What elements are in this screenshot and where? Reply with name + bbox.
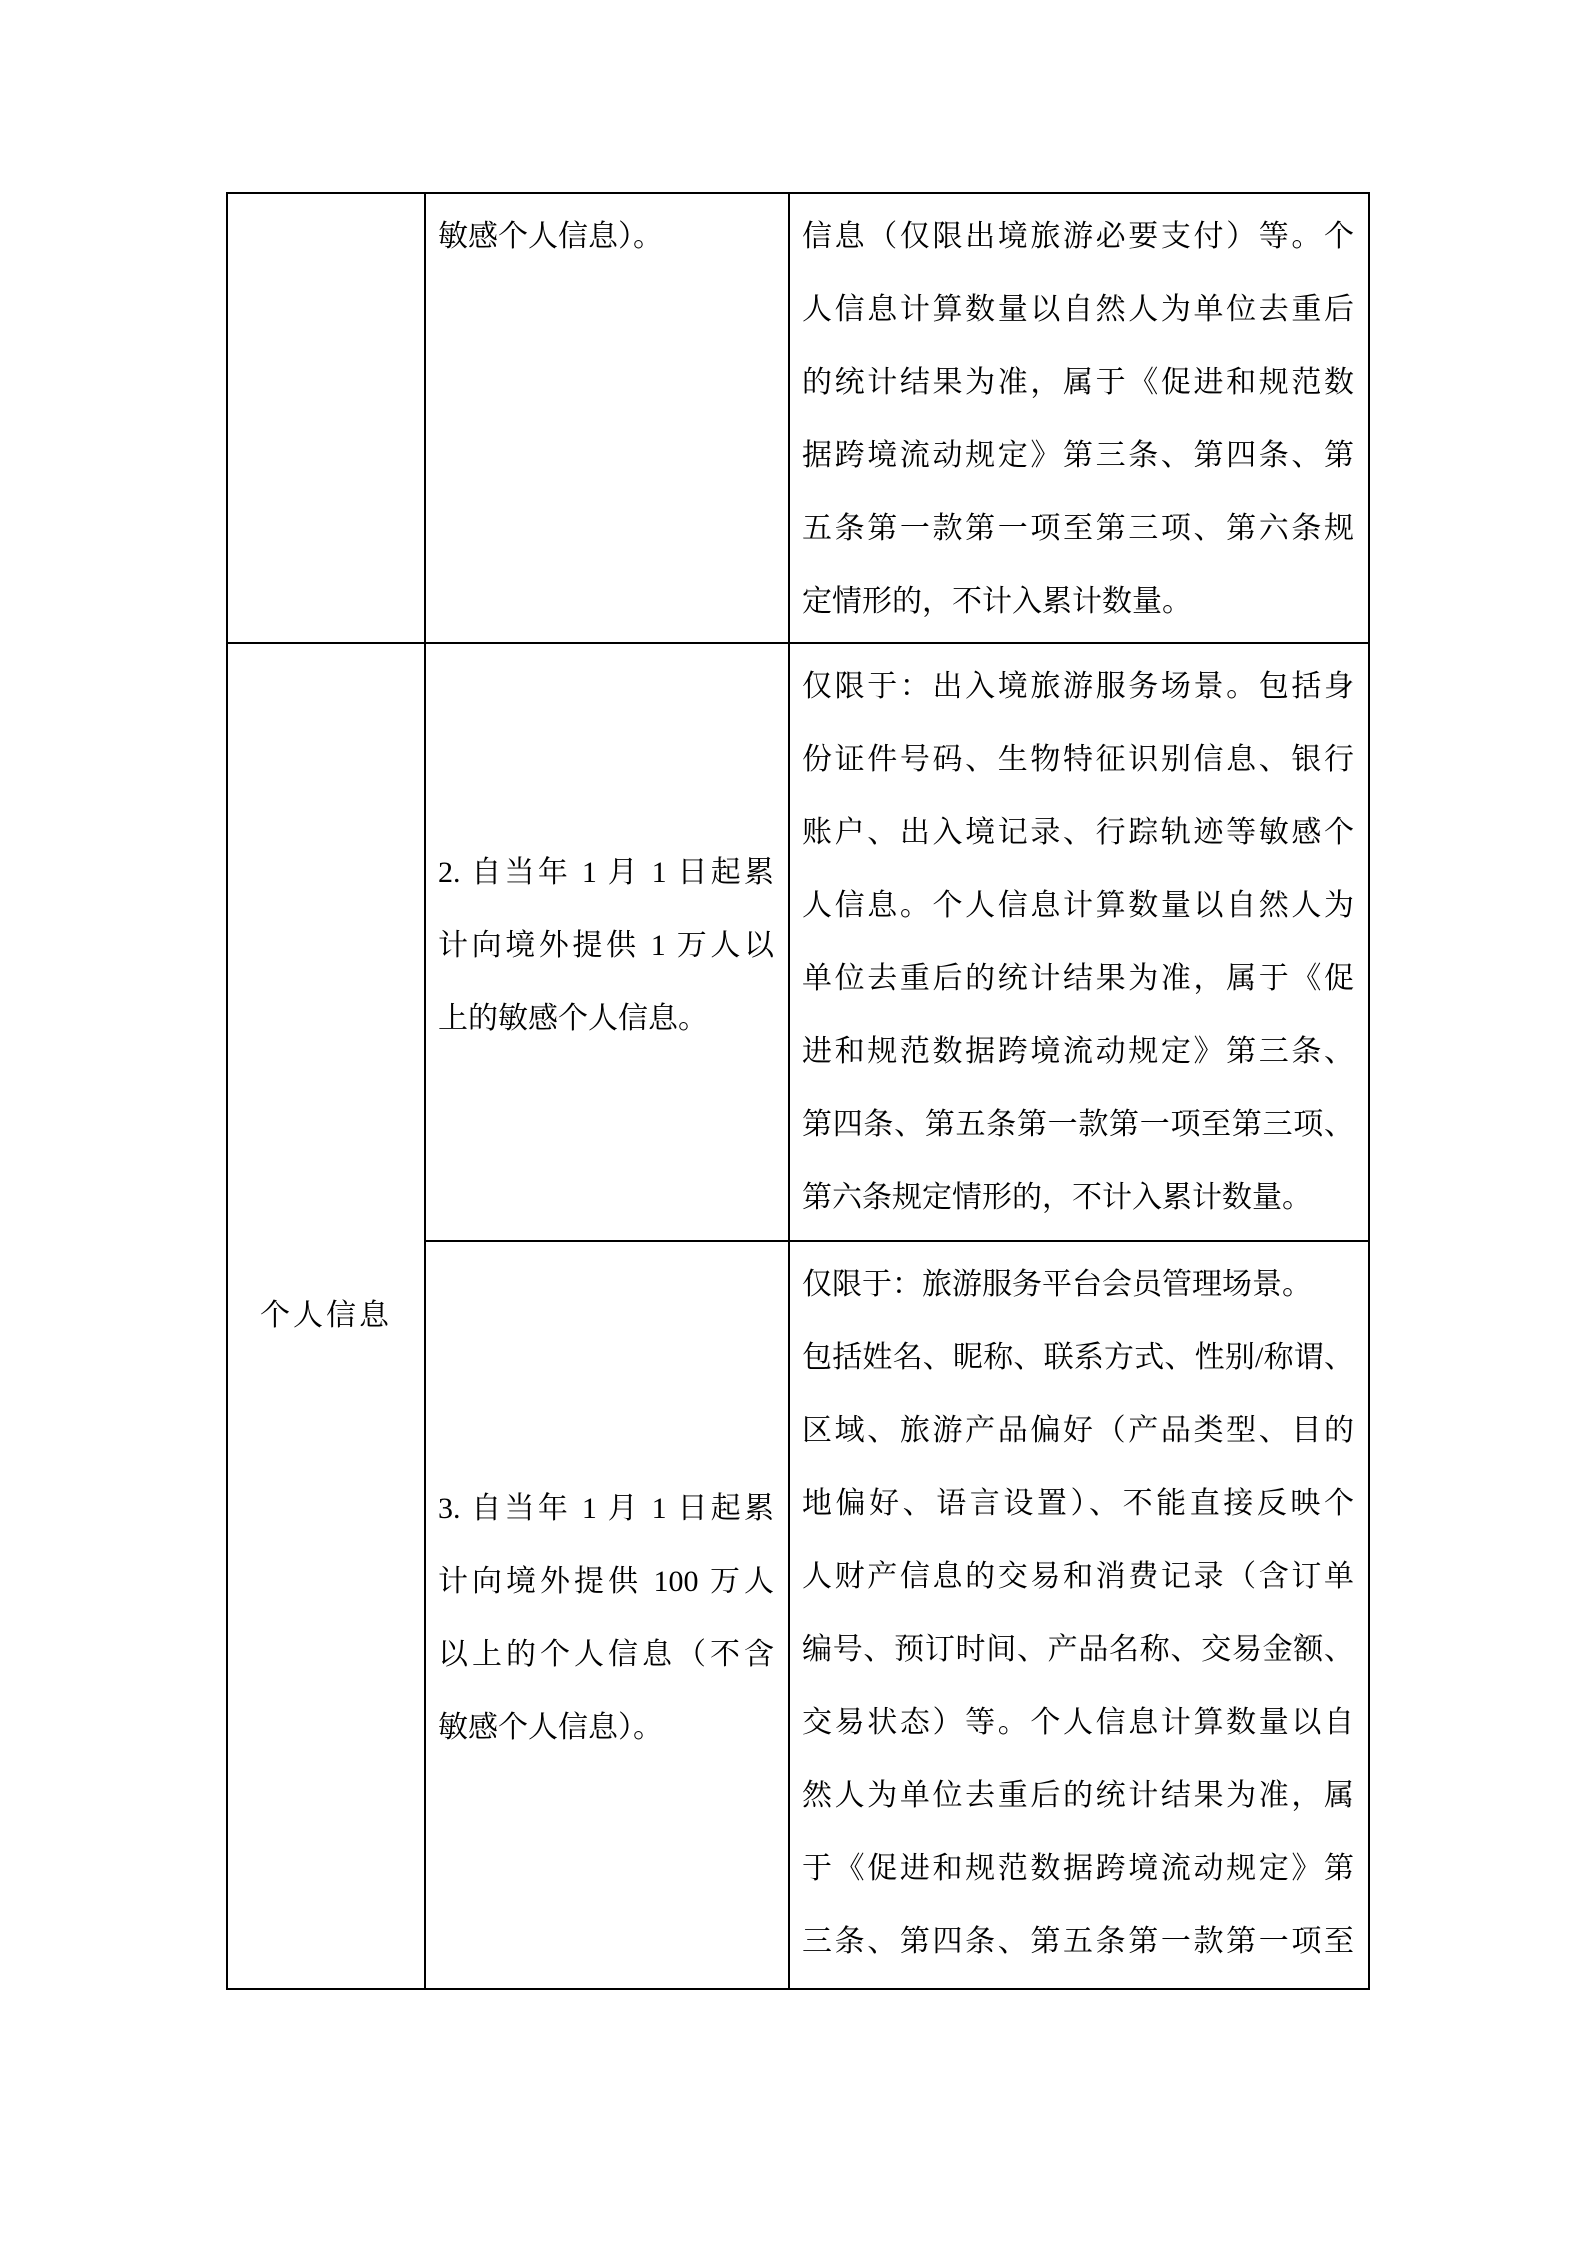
text-line: 2. 自当年 1 月 1 日起累 (438, 855, 774, 889)
cell-condition-continued (425, 193, 789, 643)
cell-scope-continued (789, 193, 1369, 643)
text-line: 仅限于：旅游服务平台会员管理场景。 (802, 1268, 1312, 1301)
text-line: 区域、旅游产品偏好（产品类型、目的 (802, 1414, 1354, 1447)
text-line: 五条第一款第一项至第三项、第六条规 (802, 512, 1354, 545)
text-line: 信息（仅限出境旅游必要支付）等。个 (802, 220, 1354, 253)
text-line: 人信息。个人信息计算数量以自然人为 (802, 889, 1354, 922)
text-line: 于《促进和规范数据跨境流动规定》第 (802, 1852, 1354, 1885)
text-line: 三条、第四条、第五条第一款第一项至 (802, 1925, 1354, 1958)
cell-scope-general-info (789, 1241, 1369, 1989)
text-line: 定情形的，不计入累计数量。 (802, 585, 1192, 618)
text-line: 份证件号码、生物特征识别信息、银行 (802, 743, 1354, 776)
text-line: 单位去重后的统计结果为准，属于《促 (802, 962, 1354, 995)
text-line: 计向境外提供 100 万人 (438, 1565, 774, 1598)
scope-text-sensitive-info (790, 644, 1368, 1234)
scope-text-general-info (790, 1242, 1368, 1978)
table-row-continuation (227, 193, 1369, 643)
text-line: 3. 自当年 1 月 1 日起累 (438, 1492, 774, 1525)
text-line: 计向境外提供 1 万人以 (438, 928, 774, 962)
cell-category-personal-info (227, 643, 425, 1989)
text-line: 包括姓名、昵称、联系方式、性别/称谓、 (802, 1341, 1354, 1374)
table-row-sensitive-info (227, 643, 1369, 1241)
cell-condition-general-info (425, 1241, 789, 1989)
text-line: 然人为单位去重后的统计结果为准，属 (802, 1779, 1354, 1812)
text-line: 以上的个人信息（不含 (438, 1638, 774, 1671)
text-line: 的统计结果为准，属于《促进和规范数 (802, 366, 1354, 399)
condition-text-sensitive-info (426, 830, 788, 1055)
cell-condition-sensitive-info (425, 643, 789, 1241)
text-line: 敏感个人信息）。 (438, 220, 663, 253)
cell-category-empty (227, 193, 425, 643)
text-line: 人信息计算数量以自然人为单位去重后 (802, 293, 1354, 326)
cell-scope-sensitive-info (789, 643, 1369, 1241)
personal-info-export-table (226, 192, 1370, 1990)
category-label: 个人信息 (260, 1299, 392, 1332)
text-line: 据跨境流动规定》第三条、第四条、第 (802, 439, 1354, 472)
text-line: 第六条规定情形的，不计入累计数量。 (802, 1181, 1312, 1214)
text-line: 人财产信息的交易和消费记录（含订单 (802, 1560, 1354, 1593)
condition-text-general-info (426, 1466, 788, 1764)
scope-text-continued (790, 194, 1368, 638)
text-line: 编号、预订时间、产品名称、交易金额、 (802, 1633, 1354, 1666)
text-line: 敏感个人信息）。 (438, 1711, 663, 1744)
text-line: 进和规范数据跨境流动规定》第三条、 (802, 1035, 1354, 1068)
text-line: 账户、出入境记录、行踪轨迹等敏感个 (802, 816, 1354, 849)
text-line: 地偏好、语言设置）、不能直接反映个 (802, 1487, 1354, 1520)
text-line: 仅限于：出入境旅游服务场景。包括身 (802, 670, 1354, 703)
text-line: 上的敏感个人信息。 (438, 1001, 708, 1035)
text-line: 交易状态）等。个人信息计算数量以自 (802, 1706, 1354, 1739)
text-line: 第四条、第五条第一款第一项至第三项、 (802, 1108, 1354, 1141)
condition-text-continued (426, 194, 788, 273)
